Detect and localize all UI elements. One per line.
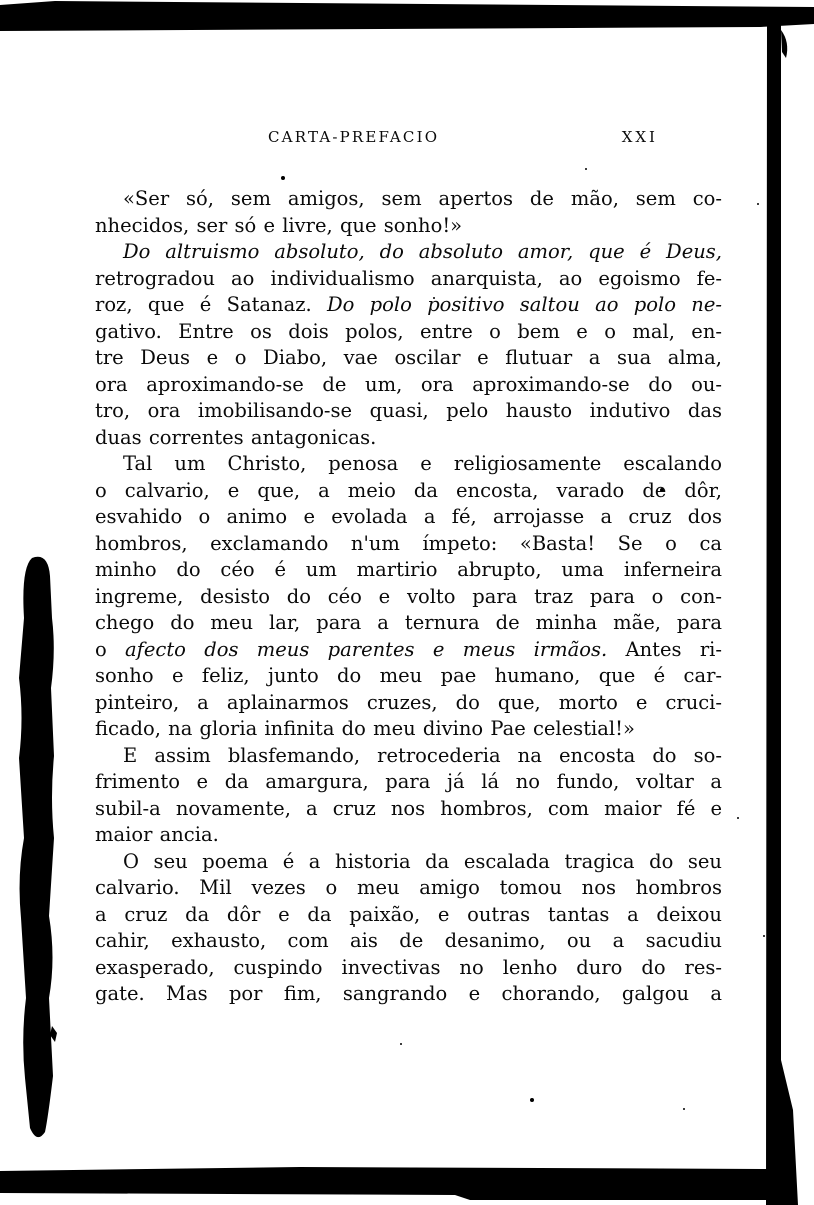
text-line — [95, 902, 722, 929]
text-segment: exasperado, cuspindo invectivas no lenho duro do res- — [95, 955, 722, 979]
text-line — [95, 796, 722, 823]
text-segment: E assim blasfemando, retrocederia na encosta do so- — [123, 743, 722, 767]
text-line — [95, 557, 722, 584]
scan-speck — [737, 817, 739, 819]
text-line — [95, 584, 722, 611]
text-line — [95, 239, 722, 266]
text-segment: retrogradou ao individualismo anarquista, ao egoismo fe- — [95, 266, 722, 290]
text-segment: chego do meu lar, para a ternura de minha mãe, para — [95, 611, 722, 634]
text-segment: gate. Mas por fim, sangrando e chorando, galgou a — [95, 982, 722, 1005]
body-text — [95, 186, 722, 1008]
text-segment: Tal um Christo, penosa e religiosamente escalando — [123, 452, 722, 475]
text-segment: pinteiro, a aplainarmos cruzes, do que, morto e cruci- — [95, 690, 722, 714]
text-segment: tre Deus e o Diabo, vae oscilar e flutuar a sua alma, — [95, 346, 722, 369]
text-segment: roz, que é Satanaz. — [95, 293, 327, 316]
text-segment: gativo. Entre os dois polos, entre o bem e o mal, en- — [95, 319, 722, 343]
text-line — [95, 451, 722, 478]
text-line — [95, 822, 722, 849]
text-line — [95, 610, 722, 637]
text-line — [95, 319, 722, 346]
text-segment: subil-a novamente, a cruz nos hombros, com maior fé e — [95, 796, 722, 820]
text-segment: ora aproximando-se de um, ora aproximando-se do ou- — [95, 372, 722, 396]
running-title: CARTA-PREFACIO — [268, 128, 440, 146]
text-segment: esvahido o animo e evolada a fé, arrojasse a cruz dos — [95, 505, 722, 528]
text-segment: o calvario, e que, a meio da encosta, varado de dôr, — [95, 478, 722, 502]
text-line — [95, 531, 722, 558]
text-segment: calvario. Mil vezes o meu amigo tomou nos hombros — [95, 876, 722, 899]
text-line — [95, 849, 722, 876]
text-segment-italic: afecto dos meus parentes e meus irmãos. — [125, 637, 608, 661]
text-segment: Antes ri- — [607, 637, 722, 661]
text-line — [95, 372, 722, 399]
text-segment: «Ser só, sem amigos, sem apertos de mão, sem co- — [123, 187, 722, 210]
text-line — [95, 981, 722, 1008]
text-line — [95, 690, 722, 717]
scan-speck — [757, 203, 759, 205]
text-segment: O seu poema é a historia da escalada tragica do seu — [123, 849, 722, 873]
scan-speck — [281, 176, 285, 180]
text-segment: tro, ora imobilisando-se quasi, pelo hausto indutivo das — [95, 399, 722, 422]
scan-speck — [763, 935, 765, 937]
text-segment: hombros, exclamando n'um ímpeto: «Basta! Se o ca — [95, 531, 722, 555]
text-line — [95, 425, 722, 452]
scan-ink-smudge — [8, 556, 68, 1146]
text-segment: frimento e da amargura, para já lá no fundo, voltar a — [95, 770, 722, 793]
text-segment: o — [95, 637, 126, 661]
text-line — [95, 345, 722, 372]
text-line — [95, 637, 722, 664]
text-segment-italic: Do altruismo absoluto, do absoluto amor, que é Deus, — [123, 240, 722, 263]
text-segment: cahir, exhausto, com ais de desanimo, ou a sacudiu — [95, 929, 722, 952]
running-head — [95, 128, 722, 150]
text-line — [95, 875, 722, 902]
scan-speck — [683, 1108, 685, 1110]
text-line — [95, 504, 722, 531]
text-line — [95, 769, 722, 796]
text-line — [95, 186, 722, 213]
scan-speck — [400, 1043, 402, 1045]
text-line — [95, 398, 722, 425]
text-segment: duas correntes antagonicas. — [95, 425, 377, 449]
text-line — [95, 663, 722, 690]
text-line — [95, 716, 722, 743]
text-segment-italic: Do polo positivo saltou ao polo ne- — [327, 293, 722, 316]
text-line — [95, 266, 722, 293]
text-segment: sonho e feliz, junto do meu pae humano, que é car- — [95, 664, 722, 687]
text-segment: a cruz da dôr e da paixão, e outras tantas a deixou — [95, 902, 722, 926]
text-line — [95, 213, 722, 240]
page-number: XXI — [621, 128, 658, 146]
text-line — [95, 928, 722, 955]
scan-speck — [585, 168, 587, 170]
text-segment: ingreme, desisto do céo e volto para traz para o con- — [95, 584, 722, 608]
text-segment: nhecidos, ser só e livre, que sonho!» — [95, 213, 463, 237]
text-line — [95, 478, 722, 505]
scan-speck — [530, 1098, 534, 1102]
text-segment: maior ancia. — [95, 823, 219, 846]
text-segment: ficado, na gloria infinita do meu divino Pae celestial!» — [95, 717, 635, 740]
text-line — [95, 955, 722, 982]
text-line — [95, 743, 722, 770]
text-line — [95, 292, 722, 319]
text-segment: minho do céo é um martirio abrupto, uma inferneira — [95, 558, 722, 581]
